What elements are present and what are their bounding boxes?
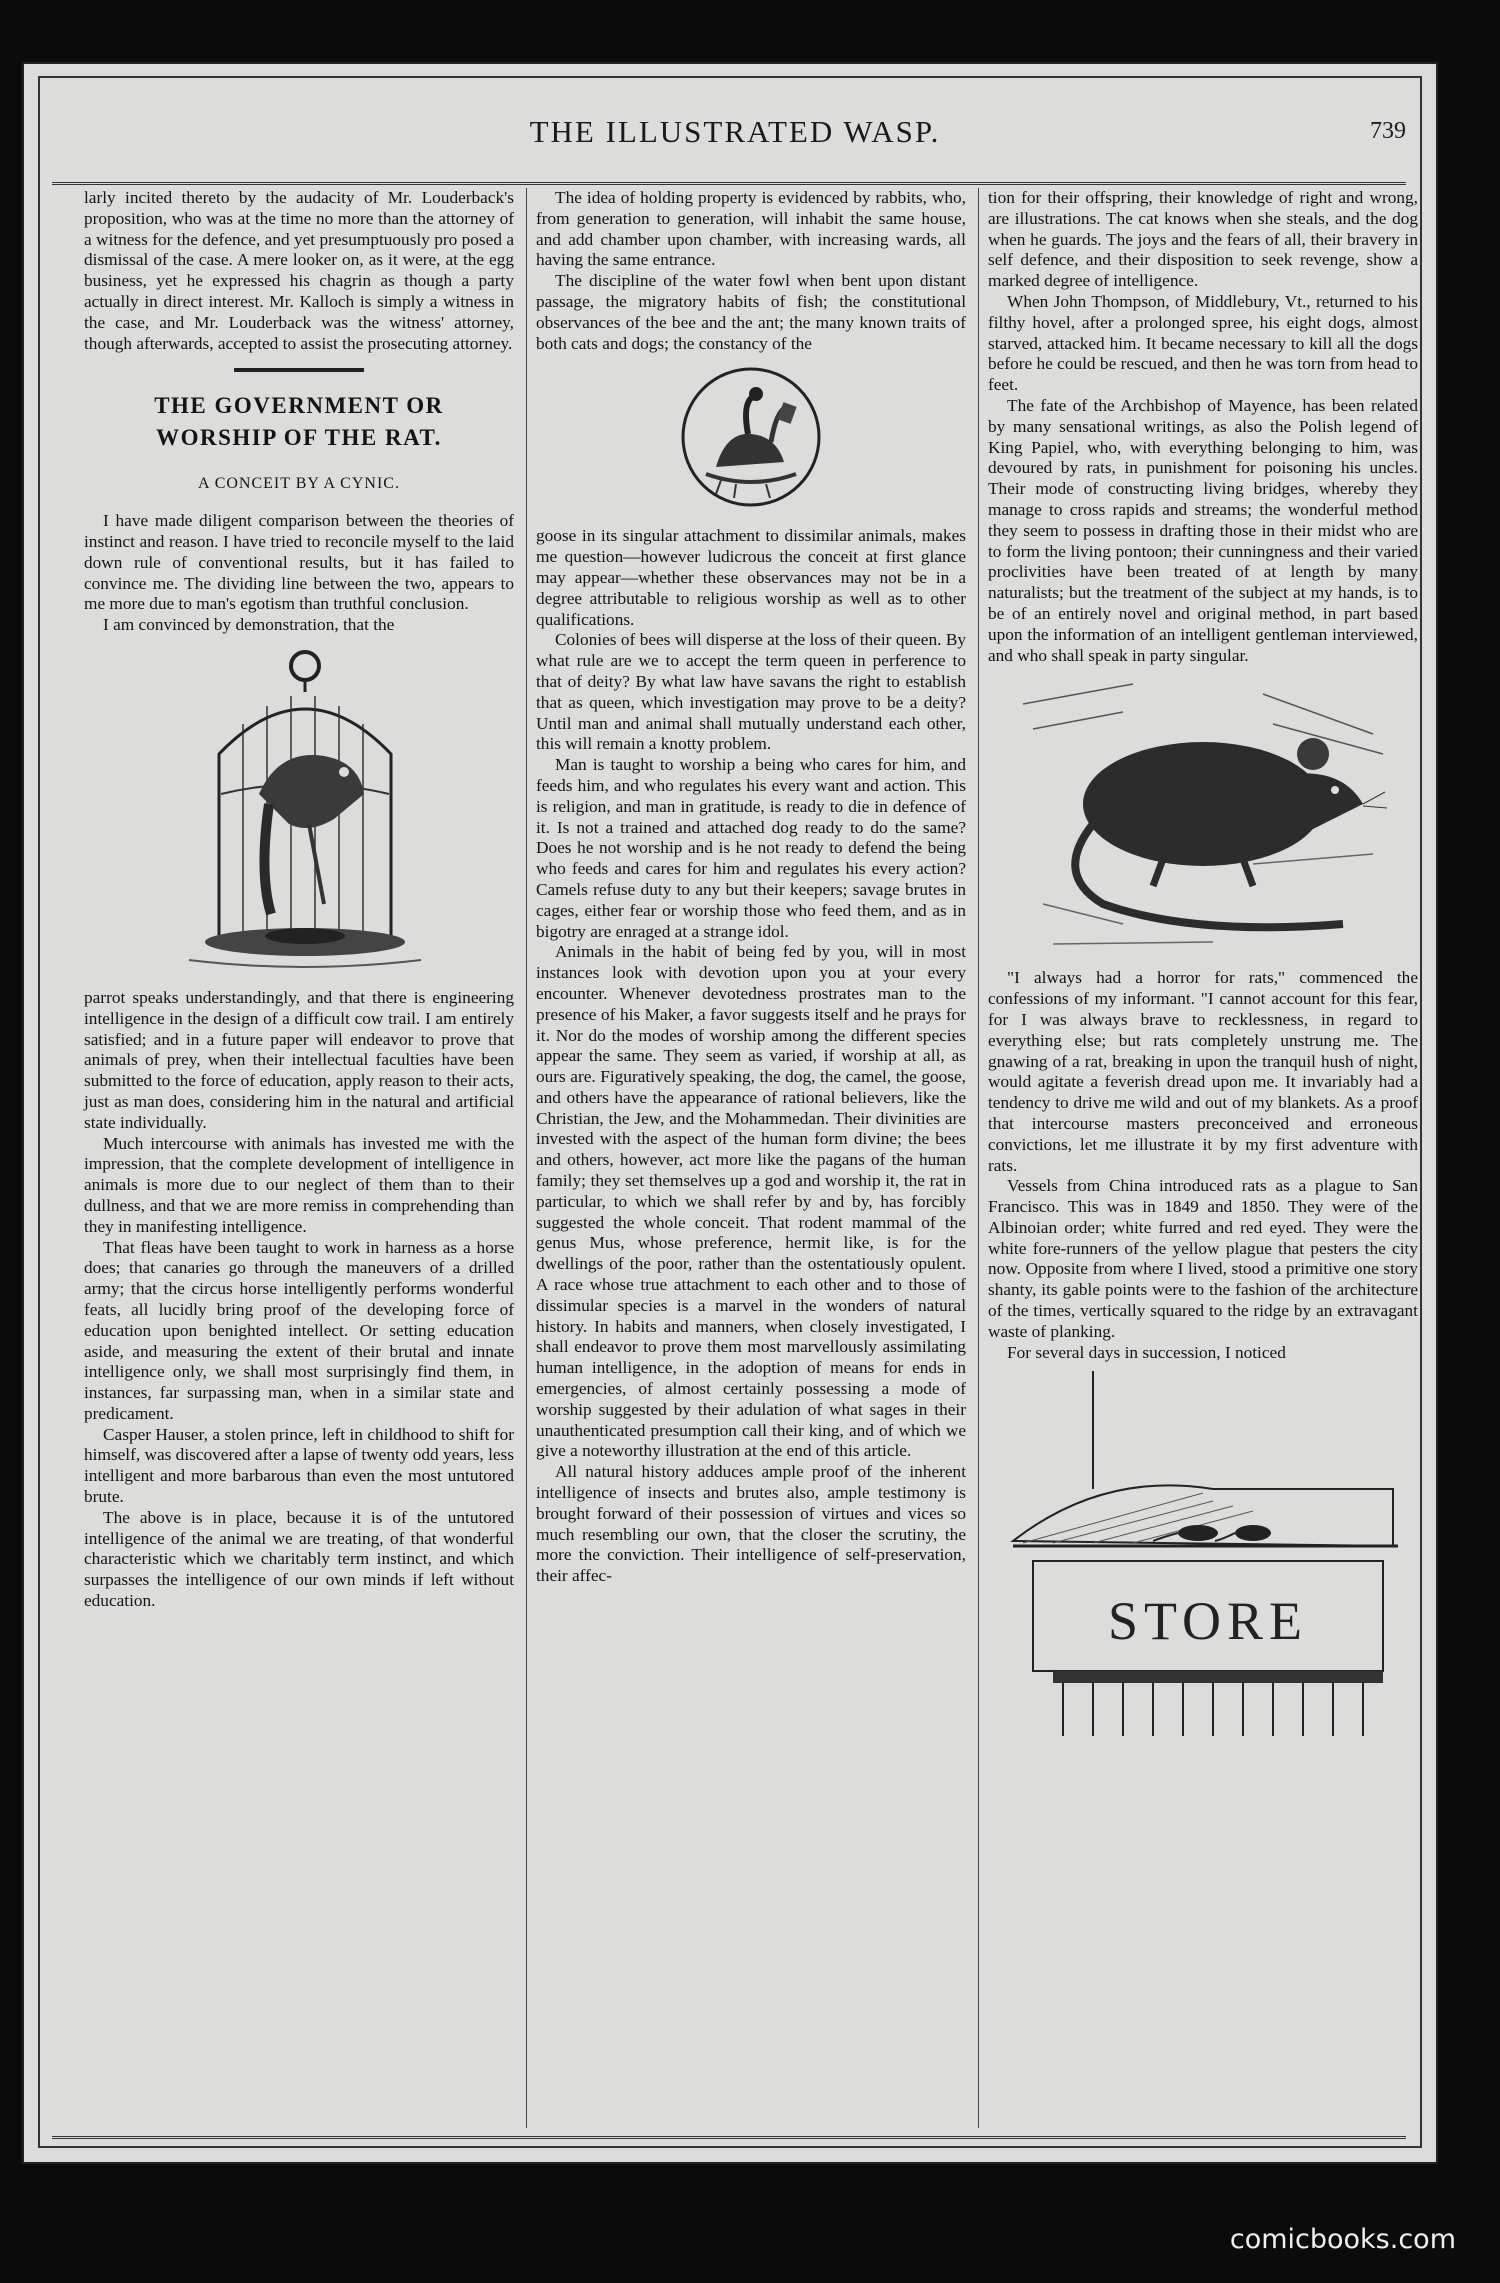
watermark: comicbooks.com <box>1229 2224 1456 2255</box>
paragraph: For several days in succession, I noticed <box>1007 1342 1286 1362</box>
article-subtitle: A CONCEIT BY A CYNIC. <box>198 475 400 493</box>
paragraph: parrot speaks understandingly, and that there is engineering intelligence in the design of a difficult cow trail. I am entirely satisfied; and in a future paper will endeavor to prove that animals of prey, when their intellectual faculties have been submitted to the force of education, apply reason to their acts, just as man does, considering him in the natural and artificial state individually. <box>84 987 514 1132</box>
paragraph: Vessels from China introduced rats as a plague to San Francisco. This was in 1849 and 1850. They were of the Albinoian order; white furred and red eyed. They were the white fore-runners of the yellow plague that pesters the city now. Opposite from where I lived, stood a primitive one story shanty, its gable points were to the fashion of the architecture of the times, vertically squared to the ridge by an extravagant waste of planking. <box>988 1176 1418 1341</box>
paragraph: "I always had a horror for rats," commenced the confessions of my informant. "I cannot account for this fear, for I was always brave to recklessness, in regard to everything else; but rats completely unstrung me. The gnawing of a rat, breaking in upon the tranquil hush of night, would agitate a feverish dread upon me. It invariably had a tendency to drive me wild and out of my blankets. As a proof that intercourse masters preconceived and erroneous convictions, let me illustrate it by my first adventure with rats. <box>988 968 1418 1175</box>
page-header <box>64 114 1406 164</box>
newspaper-page <box>22 62 1438 2164</box>
column-rule <box>526 188 527 2128</box>
page-number: 739 <box>1370 118 1406 144</box>
paragraph: Casper Hauser, a stolen prince, left in childhood to shift for himself, was discovered after a lapse of twenty odd years, less intelligent and more barbarous than even the most untutored brute. <box>84 1424 514 1507</box>
paragraph: The fate of the Archbishop of Mayence, has been related by many sensational writings, as also the Polish legend of King Papiel, who, with everything belonging to him, was devoured by rats, in punishment for poisoning his uncles. Their mode of constructing living bridges, whereby they manage to cross rapids and streams; the wonderful method they seem to possess in drafting those in their midst who are to form the living pontoon; their cunningness and their varied proclivities have been treated of at length by many naturalists; but the treatment of the subject at my hands, is to be of an entirely novel and original method, in part based upon the information of an intelligent gentleman interviewed, and who shall speak in party singular. <box>988 395 1418 665</box>
paragraph: tion for their offspring, their knowledge of right and wrong, are illustrations. The cat knows when she steals, and the dog when he guards. The joys and the fears of all, their bravery in self defence, and their disposition to seek revenge, show a marked degree of intelligence. <box>988 188 1418 291</box>
paragraph: The idea of holding property is evidenced by rabbits, who, from generation to generation, will inhabit the same house, and add chamber upon chamber, with increasing wards, all having the same entrance. <box>536 188 966 270</box>
article-title: THE GOVERNMENT OR WORSHIP OF THE RAT. <box>154 393 444 451</box>
paragraph: Man is taught to worship a being who cares for him, and feeds him, and who regulates his every want and action. This is religion, and man in gratitude, is ready to die in defence of it. Is not a trained and attached dog ready to do the same? Does he not worship and is he not ready to defend the being who feeds and cares for him and regulates his every action? Camels refuse duty to any but their keepers; savage brutes in cages, either fear or worship those who feed them, and as in bigotry are enraged at a strange idol. <box>536 755 966 941</box>
column-2 <box>536 188 966 1587</box>
store-sign-text: STORE <box>1107 1591 1309 1652</box>
paragraph: Animals in the habit of being fed by you, will in most instances look with devotion upon you at your every encounter. Whenever devotedness prostrates man to the presence of his Maker, a favor suggests itself and he prays for it. Nor do the modes of worship among the different species appear the same. They seem as varied, if worship at all, as ours are. Figuratively speaking, the dog, the camel, the goose, and others have the appearance of rational believers, like the Christian, the Jew, and the Mohammedan. Their divinities are invested with the aspect of the human form divine; the bees and others, however, act more like the pagans of the human family; they set themselves up a god and worship it, the rat in particular, to which we shall refer by and by, has forcibly suggested the whole conceit. That rodent mammal of the genus Mus, whose preference, hermit like, is for the dwellings of the poor, rather than the ostentatiously opulent. A race whose true attachment to each other and to those of dissimular species is a marvel in the wonders of natural history. In habits and manners, when closely investigated, I shall endeavor to prove them most marvellously assimilating human intelligence, in the adoption of means for ends in emergencies, of almost certainly possessing a mode of worship suggested by their adulation of what sages in their unauthenticated presumption call their king, and of which we give a noteworthy illustration at the end of this article. <box>536 942 966 1461</box>
store-rats-illustration <box>993 1371 1413 1741</box>
paragraph: The above is in place, because it is of the untutored intelligence of the animal we are treating, of that wonderful characteristic which we charitably term instinct, and which surpasses the intelligence of our own minds if left without education. <box>84 1507 514 1611</box>
geese-vignette-illustration <box>676 362 826 512</box>
paragraph: That fleas have been taught to work in harness as a horse does; that canaries go through the maneuvers of a drilled army; that the circus horse intelligently performs wonderful feats, all lucidly bring proof of the developing force of education upon benighted intellect. Or setting education aside, and measuring the extent of their brutal and innate intelligence only, we shall most surprisingly find them, in instances, far surpassing man, when in a similar state and predicament. <box>84 1237 514 1423</box>
column-1 <box>84 188 514 1612</box>
paragraph: All natural history adduces ample proof of the inherent intelligence of insects and brutes also, ample testimony is brought forward of their possession of virtues and vices so much resembling our own, that the closer the scrutiny, the more the conviction. Their intelligence of self-preservation, their affec- <box>536 1462 966 1586</box>
paragraph: I am convinced by demonstration, that the <box>103 615 395 635</box>
paragraph: When John Thompson, of Middlebury, Vt., returned to his filthy hovel, after a prolonged spree, his eight dogs, almost starved, attacked him. It became necessary to kill all the dogs before he could be rescued, and then he was torn from head to feet. <box>988 291 1418 395</box>
section-divider <box>234 368 364 372</box>
column-rule <box>978 188 979 2128</box>
paragraph: Colonies of bees will disperse at the loss of their queen. By what rule are we to accept the term queen in perference to that of deity? By what law have savans the right to establish that as queen, which investigation may prove to be a deity? Until man and animal shall mutually understand each other, this will remain a knotty problem. <box>536 630 966 754</box>
parrot-cage-illustration <box>159 644 439 974</box>
paragraph: The discipline of the water fowl when bent upon distant passage, the migratory habits of fish; the constitutional observances of the bee and the ant; the many known traits of both cats and dogs; the constancy of the <box>536 271 966 353</box>
header-rule <box>52 182 1406 185</box>
rat-illustration <box>1013 674 1393 954</box>
continued-paragraph: larly incited thereto by the audacity of Mr. Louderback's proposition, who was at the time no more than the attorney of a witness for the defence, and yet presumptuously pro posed a dismissal of the case. A mere looker on, as it were, at the egg business, yet he expressed his chagrin as though a party actually in direct interest. Mr. Kalloch is simply a witness in the case, and Mr. Louderback was the witness' attorney, though afterwards, accepted to assist the prosecuting attorney. <box>84 188 514 353</box>
paragraph: goose in its singular attachment to dissimilar animals, makes me question—however ludicrous the conceit at first glance may appear—whether these observances may not be in a degree attributable to religious worship as well as to other qualifications. <box>536 526 966 629</box>
paragraph: I have made diligent comparison between the theories of instinct and reason. I have tried to reconcile myself to the laid down rule of conventional results, but it has failed to convince me. The dividing line between the two, appears to me more due to man's egotism than truthful conclusion. <box>84 511 514 614</box>
masthead: THE ILLUSTRATED WASP. <box>529 114 941 149</box>
paragraph: Much intercourse with animals has invested me with the impression, that the complete development of intelligence in animals is more due to our neglect of them than to their dullness, and that we are more remiss in comprehending than they in manifesting intelligence. <box>84 1133 514 1236</box>
column-3 <box>988 188 1418 1755</box>
footer-rule <box>52 2136 1406 2139</box>
